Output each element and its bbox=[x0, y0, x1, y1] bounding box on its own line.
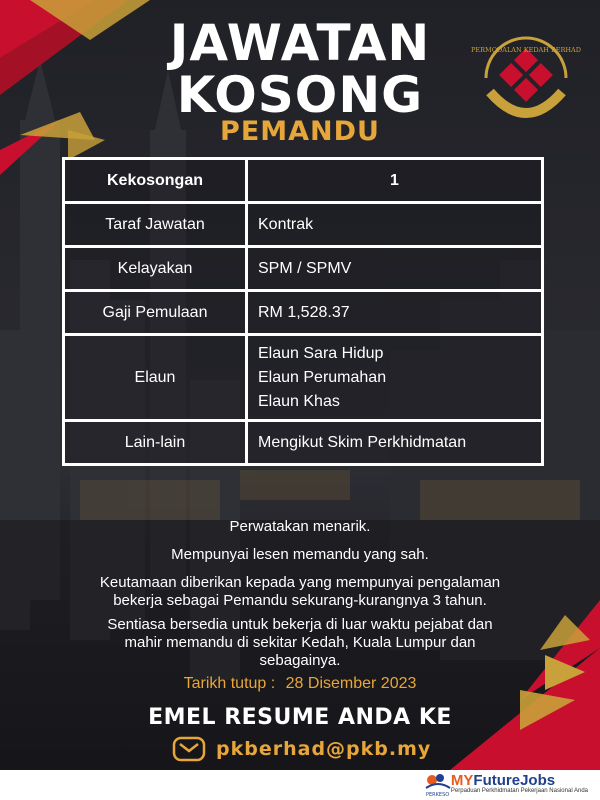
logo-org-text: PERMODALAN KEDAH BERHAD bbox=[471, 46, 581, 54]
closing-date-label: Tarikh tutup : bbox=[183, 675, 276, 692]
envelope-icon bbox=[172, 736, 206, 762]
job-info-table bbox=[62, 157, 544, 466]
row-value: RM 1,528.37 bbox=[247, 291, 543, 335]
perkeso-text: PERKESO bbox=[426, 792, 450, 798]
page-title-line2: KOSONG bbox=[176, 66, 424, 124]
email-address[interactable]: pkberhad@pkb.my bbox=[216, 738, 432, 760]
requirement-4-line: Sentiasa bersedia untuk bekerja di luar waktu pejabat dan bbox=[107, 616, 493, 633]
myfuturejobs-logo bbox=[451, 771, 588, 797]
allowance-item: Elaun Sara Hidup bbox=[258, 344, 384, 362]
row-value: Kontrak bbox=[247, 203, 543, 247]
requirement-2: Mempunyai lesen memandu yang sah. bbox=[171, 546, 429, 563]
row-label: Kekosongan bbox=[64, 159, 247, 203]
row-value: SPM / SPMV bbox=[247, 247, 543, 291]
page-title-line1: JAWATAN bbox=[169, 14, 431, 72]
email-contact[interactable] bbox=[172, 735, 431, 763]
table-row bbox=[64, 159, 543, 203]
allowance-item: Elaun Khas bbox=[258, 392, 340, 410]
requirement-3 bbox=[40, 574, 560, 610]
table-row bbox=[64, 291, 543, 335]
table-row bbox=[64, 247, 543, 291]
closing-date bbox=[0, 675, 600, 693]
requirement-3-line: bekerja sebagai Pemandu sekurang-kurangnya 3 tahun. bbox=[113, 592, 487, 609]
row-value: Mengikut Skim Perkhidmatan bbox=[247, 421, 543, 465]
cta-heading: EMEL RESUME ANDA KE bbox=[148, 705, 452, 730]
table-row bbox=[64, 203, 543, 247]
closing-date-value: 28 Disember 2023 bbox=[285, 675, 417, 692]
row-label: Gaji Pemulaan bbox=[64, 291, 247, 335]
requirement-4-line: mahir memandu di sekitar Kedah, Kuala Lumpur dan bbox=[124, 634, 476, 651]
allowance-item: Elaun Perumahan bbox=[258, 368, 387, 386]
row-label: Kelayakan bbox=[64, 247, 247, 291]
row-value-allowances bbox=[247, 335, 543, 421]
myfuturejobs-brand: MYFutureJobs bbox=[450, 771, 556, 789]
row-label: Lain-lain bbox=[64, 421, 247, 465]
table-row bbox=[64, 335, 543, 421]
requirement-4-line: sebagainya. bbox=[259, 652, 341, 669]
requirement-4 bbox=[40, 616, 560, 670]
position-title: PEMANDU bbox=[220, 116, 380, 147]
row-label: Elaun bbox=[64, 335, 247, 421]
row-value: 1 bbox=[247, 159, 543, 203]
myfuturejobs-tagline: Perpaduan Perkhidmatan Pekerjaan Nasional Anda bbox=[450, 787, 588, 794]
table-row bbox=[64, 421, 543, 465]
requirement-3-line: Keutamaan diberikan kepada yang mempunyai pengalaman bbox=[99, 574, 501, 591]
requirement-1: Perwatakan menarik. bbox=[229, 518, 371, 535]
row-label: Taraf Jawatan bbox=[64, 203, 247, 247]
